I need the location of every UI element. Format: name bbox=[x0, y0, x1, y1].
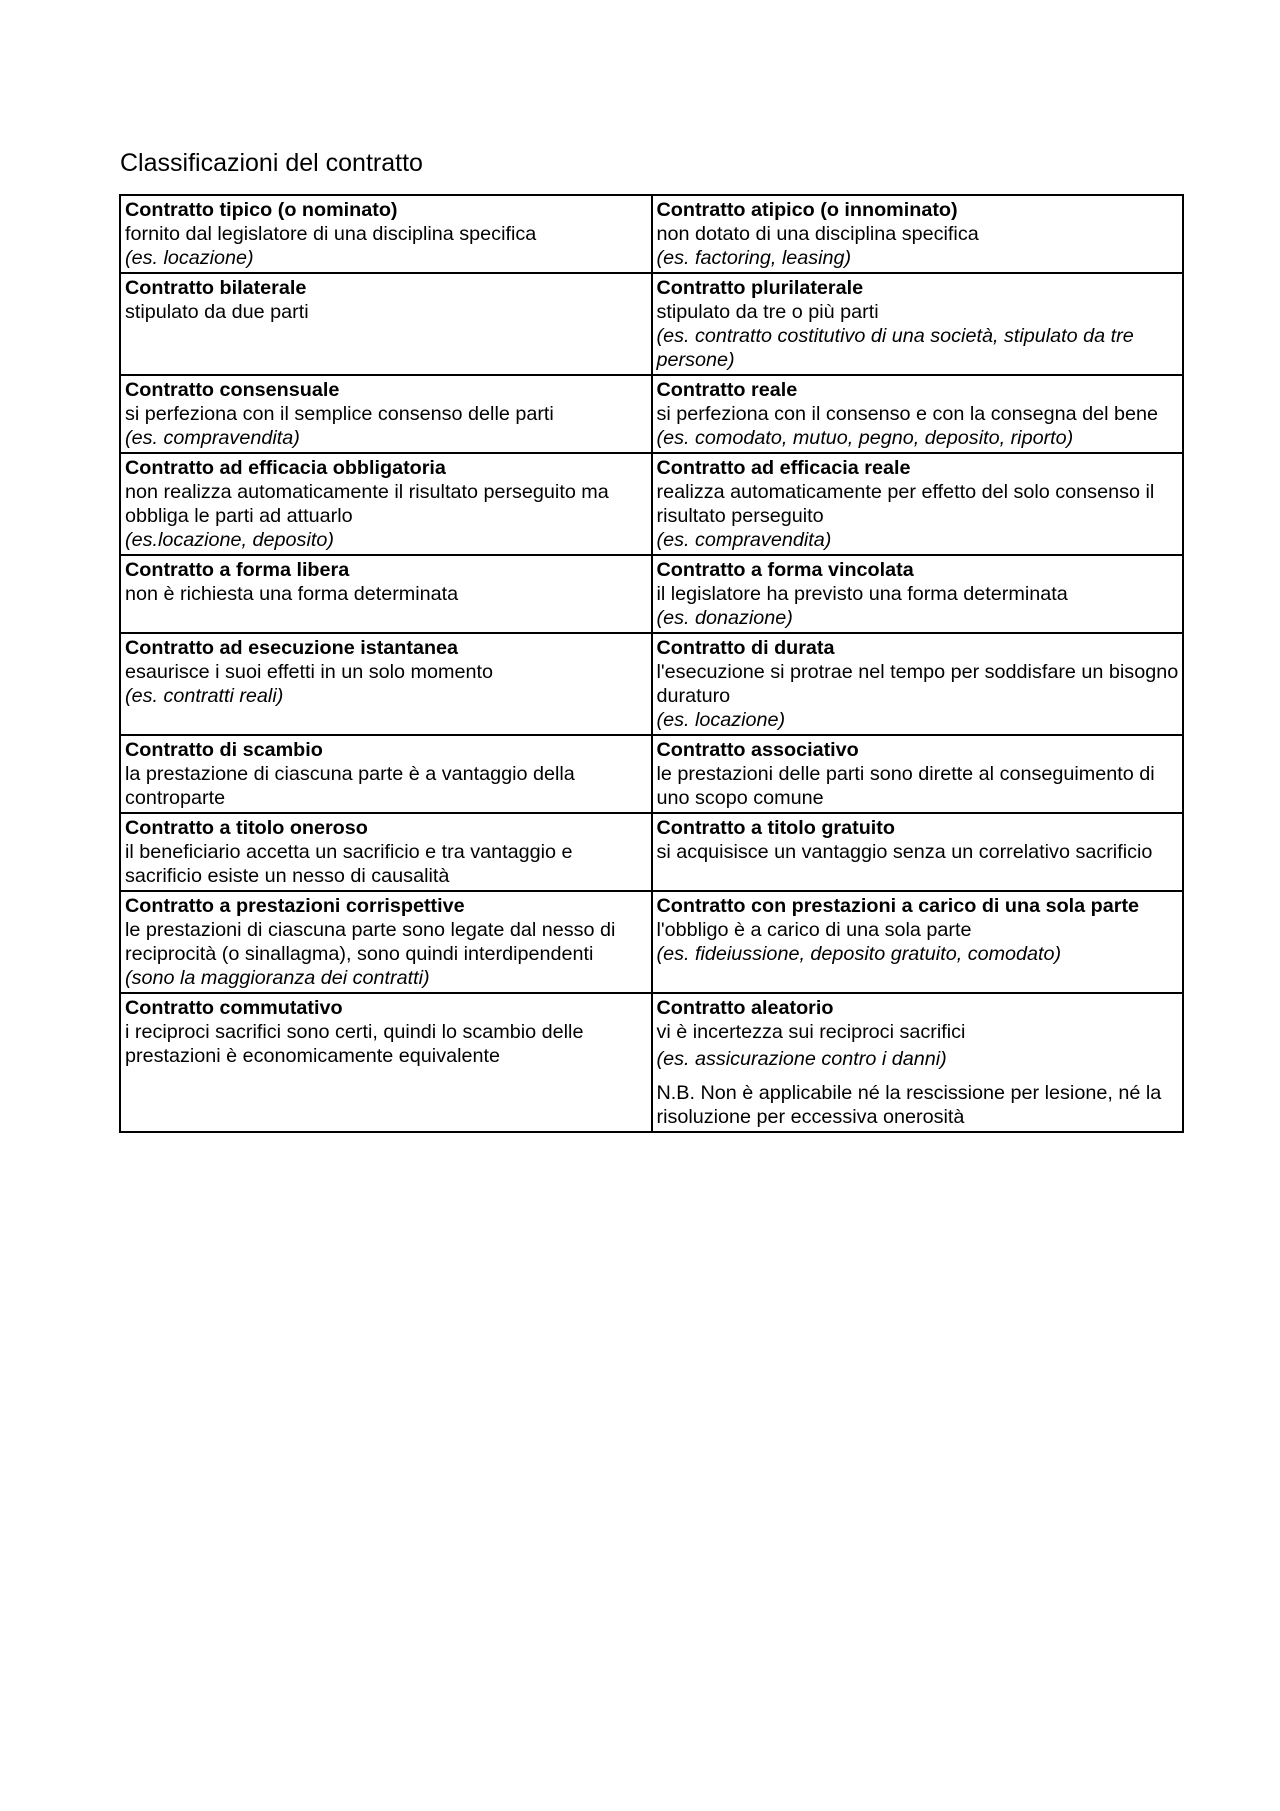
table-cell-left bbox=[120, 891, 652, 993]
table-cell-left bbox=[120, 993, 652, 1132]
cell-description: le prestazioni di ciascuna parte sono legate dal nesso di reciprocità (o sinallagma), sono quindi interdipendenti bbox=[125, 919, 616, 965]
table-cell-right bbox=[652, 453, 1184, 555]
cell-title: Contratto reale bbox=[656, 379, 798, 401]
table-row bbox=[120, 735, 1183, 813]
table-cell-right bbox=[652, 633, 1184, 735]
cell-example: (es. comodato, mutuo, pegno, deposito, riporto) bbox=[656, 427, 1074, 449]
cell-description: la prestazione di ciascuna parte è a vantaggio della controparte bbox=[125, 763, 575, 809]
cell-note: N.B. Non è applicabile né la rescissione per lesione, né la risoluzione per eccessiva onerosità bbox=[656, 1082, 1162, 1128]
cell-description: i reciproci sacrifici sono certi, quindi lo scambio delle prestazioni è economicamente equivalente bbox=[125, 1021, 584, 1067]
cell-title: Contratto plurilaterale bbox=[656, 277, 864, 299]
table-cell-left bbox=[120, 813, 652, 891]
cell-description: non realizza automaticamente il risultato perseguito ma obbliga le parti ad attuarlo bbox=[125, 481, 609, 527]
cell-title: Contratto bilaterale bbox=[125, 277, 307, 299]
table-row bbox=[120, 633, 1183, 735]
cell-description: si perfeziona con il consenso e con la consegna del bene bbox=[656, 403, 1158, 425]
cell-title: Contratto di scambio bbox=[125, 739, 323, 761]
page-title: Classificazioni del contratto bbox=[120, 149, 423, 177]
cell-example: (es. locazione) bbox=[125, 247, 254, 269]
cell-example: (es. contratti reali) bbox=[125, 685, 284, 707]
cell-description: stipulato da due parti bbox=[125, 301, 309, 323]
cell-title: Contratto ad efficacia reale bbox=[656, 457, 911, 479]
cell-title: Contratto ad efficacia obbligatoria bbox=[125, 457, 446, 479]
table-row bbox=[120, 891, 1183, 993]
cell-description: si acquisisce un vantaggio senza un correlativo sacrificio bbox=[656, 841, 1153, 863]
table-row bbox=[120, 555, 1183, 633]
cell-description: vi è incertezza sui reciproci sacrifici bbox=[656, 1021, 966, 1043]
cell-description: l'esecuzione si protrae nel tempo per soddisfare un bisogno duraturo bbox=[656, 661, 1179, 707]
table-row bbox=[120, 993, 1183, 1132]
cell-description: il beneficiario accetta un sacrificio e tra vantaggio e sacrificio esiste un nesso di causalità bbox=[125, 841, 573, 887]
cell-title: Contratto a prestazioni corrispettive bbox=[125, 895, 465, 917]
cell-example: (es.locazione, deposito) bbox=[125, 529, 334, 551]
cell-description: fornito dal legislatore di una disciplina specifica bbox=[125, 223, 537, 245]
cell-title: Contratto a titolo oneroso bbox=[125, 817, 368, 839]
cell-description: non è richiesta una forma determinata bbox=[125, 583, 459, 605]
cell-title: Contratto commutativo bbox=[125, 997, 343, 1019]
table-row bbox=[120, 273, 1183, 375]
table-cell-right bbox=[652, 195, 1184, 273]
table-cell-left bbox=[120, 195, 652, 273]
cell-title: Contratto consensuale bbox=[125, 379, 340, 401]
cell-example: (es. locazione) bbox=[656, 709, 786, 731]
cell-example: (sono la maggioranza dei contratti) bbox=[125, 967, 430, 989]
cell-example: (es. donazione) bbox=[656, 607, 793, 629]
cell-example: (es. fideiussione, deposito gratuito, comodato) bbox=[656, 943, 1062, 965]
cell-description: l'obbligo è a carico di una sola parte bbox=[656, 919, 972, 941]
cell-title: Contratto aleatorio bbox=[656, 997, 834, 1019]
cell-description: si perfeziona con il semplice consenso delle parti bbox=[125, 403, 554, 425]
cell-description: esaurisce i suoi effetti in un solo momento bbox=[125, 661, 493, 683]
cell-description: non dotato di una disciplina specifica bbox=[656, 223, 979, 245]
cell-description: le prestazioni delle parti sono dirette al conseguimento di uno scopo comune bbox=[656, 763, 1155, 809]
cell-title: Contratto a forma libera bbox=[125, 559, 350, 581]
table-cell-right bbox=[652, 813, 1184, 891]
cell-title: Contratto a titolo gratuito bbox=[656, 817, 895, 839]
table-row bbox=[120, 813, 1183, 891]
table-cell-left bbox=[120, 633, 652, 735]
cell-example: (es. contratto costitutivo di una società, stipulato da tre persone) bbox=[656, 325, 1134, 371]
table-cell-left bbox=[120, 735, 652, 813]
table-cell-right bbox=[652, 735, 1184, 813]
table-cell-left bbox=[120, 273, 652, 375]
cell-example: (es. factoring, leasing) bbox=[656, 247, 852, 269]
cell-title: Contratto tipico (o nominato) bbox=[125, 199, 398, 221]
cell-title: Contratto di durata bbox=[656, 637, 835, 659]
table-row bbox=[120, 375, 1183, 453]
cell-title: Contratto associativo bbox=[656, 739, 859, 761]
cell-title: Contratto con prestazioni a carico di una sola parte bbox=[656, 895, 1140, 917]
cell-example: (es. assicurazione contro i danni) bbox=[656, 1048, 947, 1070]
cell-example: (es. compravendita) bbox=[125, 427, 300, 449]
cell-title: Contratto atipico (o innominato) bbox=[656, 199, 958, 221]
table-row bbox=[120, 453, 1183, 555]
cell-description: realizza automaticamente per effetto del solo consenso il risultato perseguito bbox=[656, 481, 1155, 527]
cell-description: il legislatore ha previsto una forma determinata bbox=[656, 583, 1068, 605]
classification-table bbox=[119, 194, 1184, 1133]
cell-title: Contratto ad esecuzione istantanea bbox=[125, 637, 459, 659]
table-cell-left bbox=[120, 453, 652, 555]
table-row bbox=[120, 195, 1183, 273]
table-cell-right bbox=[652, 375, 1184, 453]
cell-title: Contratto a forma vincolata bbox=[656, 559, 914, 581]
table-cell-right bbox=[652, 993, 1184, 1132]
table-cell-left bbox=[120, 555, 652, 633]
table-cell-left bbox=[120, 375, 652, 453]
table-cell-right bbox=[652, 273, 1184, 375]
table-cell-right bbox=[652, 555, 1184, 633]
cell-description: stipulato da tre o più parti bbox=[656, 301, 879, 323]
table-cell-right bbox=[652, 891, 1184, 993]
cell-example: (es. compravendita) bbox=[656, 529, 832, 551]
